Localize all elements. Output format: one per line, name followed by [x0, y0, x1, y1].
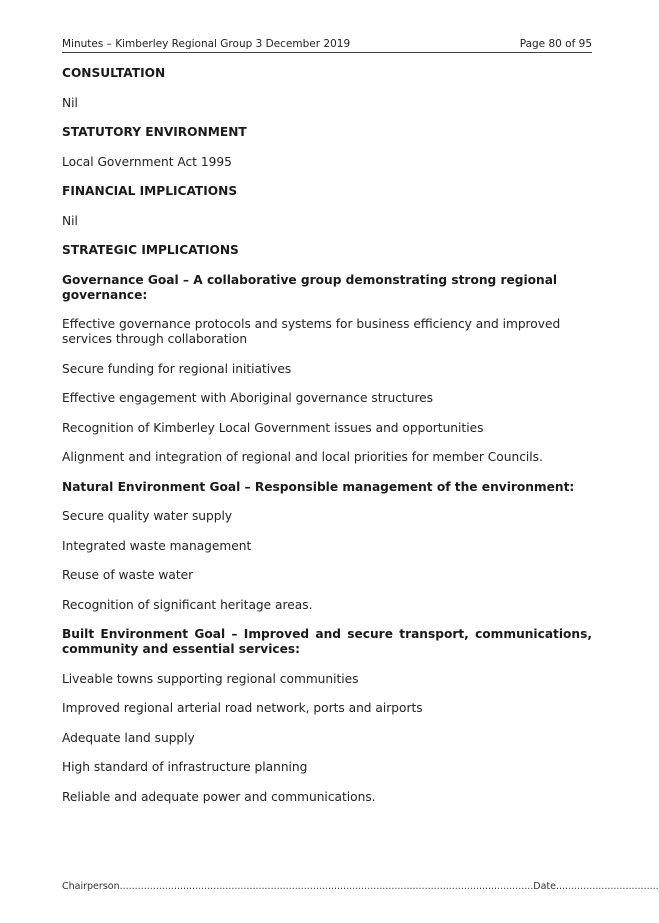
natural-item: Secure quality water supply [62, 509, 233, 523]
document-title: Minutes – Kimberley Regional Group 3 December 2019 [62, 38, 351, 50]
statutory-heading: STATUTORY ENVIRONMENT [62, 125, 247, 139]
built-item: High standard of infrastructure planning [62, 760, 308, 774]
governance-item: Effective governance protocols and systems for business efficiency and improved services through collaboration [62, 317, 561, 346]
built-item: Improved regional arterial road network, ports and airports [62, 701, 423, 715]
built-item: Liveable towns supporting regional communities [62, 671, 359, 686]
natural-item: Reuse of waste water [62, 568, 194, 582]
built-item: Adequate land supply [62, 730, 195, 745]
financial-heading: FINANCIAL IMPLICATIONS [62, 184, 238, 198]
financial-text: Nil [62, 213, 78, 228]
natural-goal: Natural Environment Goal – Responsible management of the environment: [62, 479, 575, 494]
signature-footer: Chairperson.........................................................................................................................................Date.................................. [62, 881, 659, 892]
governance-item: Effective engagement with Aboriginal governance structures [62, 391, 434, 405]
natural-item: Recognition of significant heritage areas. [62, 597, 313, 612]
consultation-text: Nil [62, 95, 78, 110]
natural-item: Integrated waste management [62, 538, 252, 553]
page-header [62, 38, 592, 53]
built-item: Reliable and adequate power and communications. [62, 789, 376, 804]
consultation-heading: CONSULTATION [62, 66, 166, 80]
governance-item: Secure funding for regional initiatives [62, 361, 292, 376]
governance-item: Alignment and integration of regional and local priorities for member Councils. [62, 450, 543, 464]
governance-item: Recognition of Kimberley Local Government issues and opportunities [62, 420, 484, 435]
document-body [62, 66, 592, 805]
statutory-text: Local Government Act 1995 [62, 154, 232, 169]
built-goal: Built Environment Goal – Improved and secure transport, communications, community and essential services: [62, 627, 592, 656]
governance-goal: Governance Goal – A collaborative group demonstrating strong regional governance: [62, 272, 558, 302]
page-number: Page 80 of 95 [519, 38, 592, 50]
strategic-heading: STRATEGIC IMPLICATIONS [62, 243, 239, 257]
